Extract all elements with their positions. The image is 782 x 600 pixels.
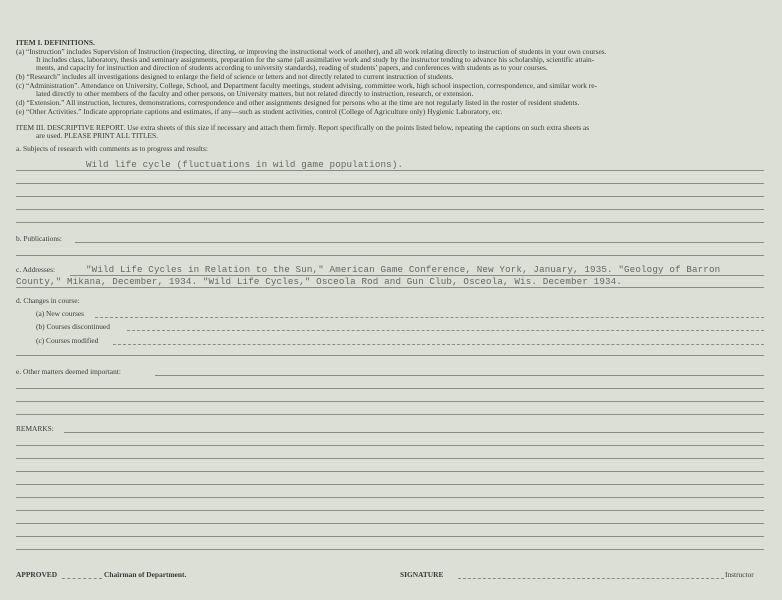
def-instruction-cont1: It includes class, laboratory, thesis and seminary assignments, preparation for the same (all assimilative work and study by the instructor tending to advance his scholarship, scientific attain- (36, 55, 595, 64)
courses-modified-rule (113, 344, 764, 345)
remarks-rule-5 (16, 484, 764, 485)
courses-modified-label: (c) Courses modified (36, 336, 99, 345)
item1-heading: ITEM I. DEFINITIONS. (16, 38, 95, 47)
def-research: (b) “Research” includes all investigations designed to enlarge the field of science or letters and not directly related to current instruction of students. (16, 72, 454, 81)
section-b-label: b. Publications: (16, 234, 62, 243)
def-administration: (c) “Administration”. Attendance on University, College, School, and Department faculty meetings, student advising, committee work, high school inspection, correspondence, and similar work re- (16, 81, 597, 90)
section-d-label: d. Changes in course: (16, 296, 80, 305)
def-instruction: (a) “Instruction” includes Supervision of Instruction (inspecting, directing, or improving the instructional work of another), and all work relating directly to instruction of students in your own courses. (16, 47, 607, 56)
section-e-rule-3 (16, 401, 764, 402)
item3-heading: ITEM III. DESCRIPTIVE REPORT. Use extra sheets of this size if necessary and attach them firmly. Report specifically on the points listed below, repeating the captions on such extra sheets as (16, 123, 590, 132)
remarks-rule-3 (16, 458, 764, 459)
def-instruction-cont2: ments, and capacity for instruction and direction of students according to university standards), reading of students’ papers, and conferences with students as to your courses. (36, 63, 548, 72)
section-a-rule-2 (16, 183, 764, 184)
item3-heading-cont: are used. PLEASE PRINT ALL TITLES. (36, 131, 159, 140)
section-e-rule-1 (155, 375, 764, 376)
section-a-rule-1 (16, 170, 764, 171)
courses-discontinued-rule (127, 330, 764, 331)
signature-label: SIGNATURE (400, 570, 444, 579)
approved-label: APPROVED (16, 570, 58, 579)
new-courses-label: (a) New courses (36, 309, 85, 318)
section-d-rule-end (16, 355, 764, 356)
section-a-rule-4 (16, 209, 764, 210)
section-a-label: a. Subjects of research with comments as to progress and results: (16, 144, 208, 153)
remarks-rule-1 (64, 432, 764, 433)
section-a-entry: Wild life cycle (fluctuations in wild game populations). (86, 159, 404, 170)
signature-rule (458, 578, 724, 579)
section-e-rule-2 (16, 388, 764, 389)
remarks-rule-8 (16, 523, 764, 524)
section-c-label: c. Addresses: (16, 265, 55, 274)
courses-discontinued-label: (b) Courses discontinued (36, 322, 110, 331)
def-other-activities: (e) “Other Activities.” Indicate appropriate captions and estimates, if any—such as student activities, control (College of Agriculture only) Hygienic Laboratory, etc. (16, 107, 503, 116)
section-b-rule-1 (75, 242, 764, 243)
remarks-rule-10 (16, 549, 764, 550)
section-a-rule-3 (16, 196, 764, 197)
remarks-label: REMARKS: (16, 424, 54, 433)
instructor-label: Instructor (725, 570, 754, 579)
remarks-rule-9 (16, 536, 764, 537)
section-b-rule-2 (16, 255, 764, 256)
remarks-rule-7 (16, 510, 764, 511)
section-c-line-2: County," Mikana, December, 1934. "Wild Life Cycles," Osceola Rod and Gun Club, Osceola, Wis. December 1934. (16, 276, 622, 287)
section-a-rule-5 (16, 222, 764, 223)
def-extension: (d) “Extension.” All instruction, lectures, demonstrations, correspondence and other assignments designed for persons who at the time are not regularly listed in the roster of resident students. (16, 98, 580, 107)
section-c-line-1: "Wild Life Cycles in Relation to the Sun," American Game Conference, New York, January, 1935. "Geology of Barron (86, 264, 721, 275)
remarks-rule-6 (16, 497, 764, 498)
remarks-rule-4 (16, 471, 764, 472)
section-c-rule-2 (16, 287, 764, 288)
new-courses-rule (95, 317, 764, 318)
section-e-label: e. Other matters deemed important: (16, 367, 121, 376)
section-e-rule-4 (16, 414, 764, 415)
chairman-label: Chairman of Department. (104, 570, 187, 579)
def-administration-cont: lated directly to other members of the faculty and other persons, on University matters, but not related directly to instruction, research, or extension. (36, 89, 474, 98)
remarks-rule-2 (16, 445, 764, 446)
approved-rule (62, 578, 102, 579)
